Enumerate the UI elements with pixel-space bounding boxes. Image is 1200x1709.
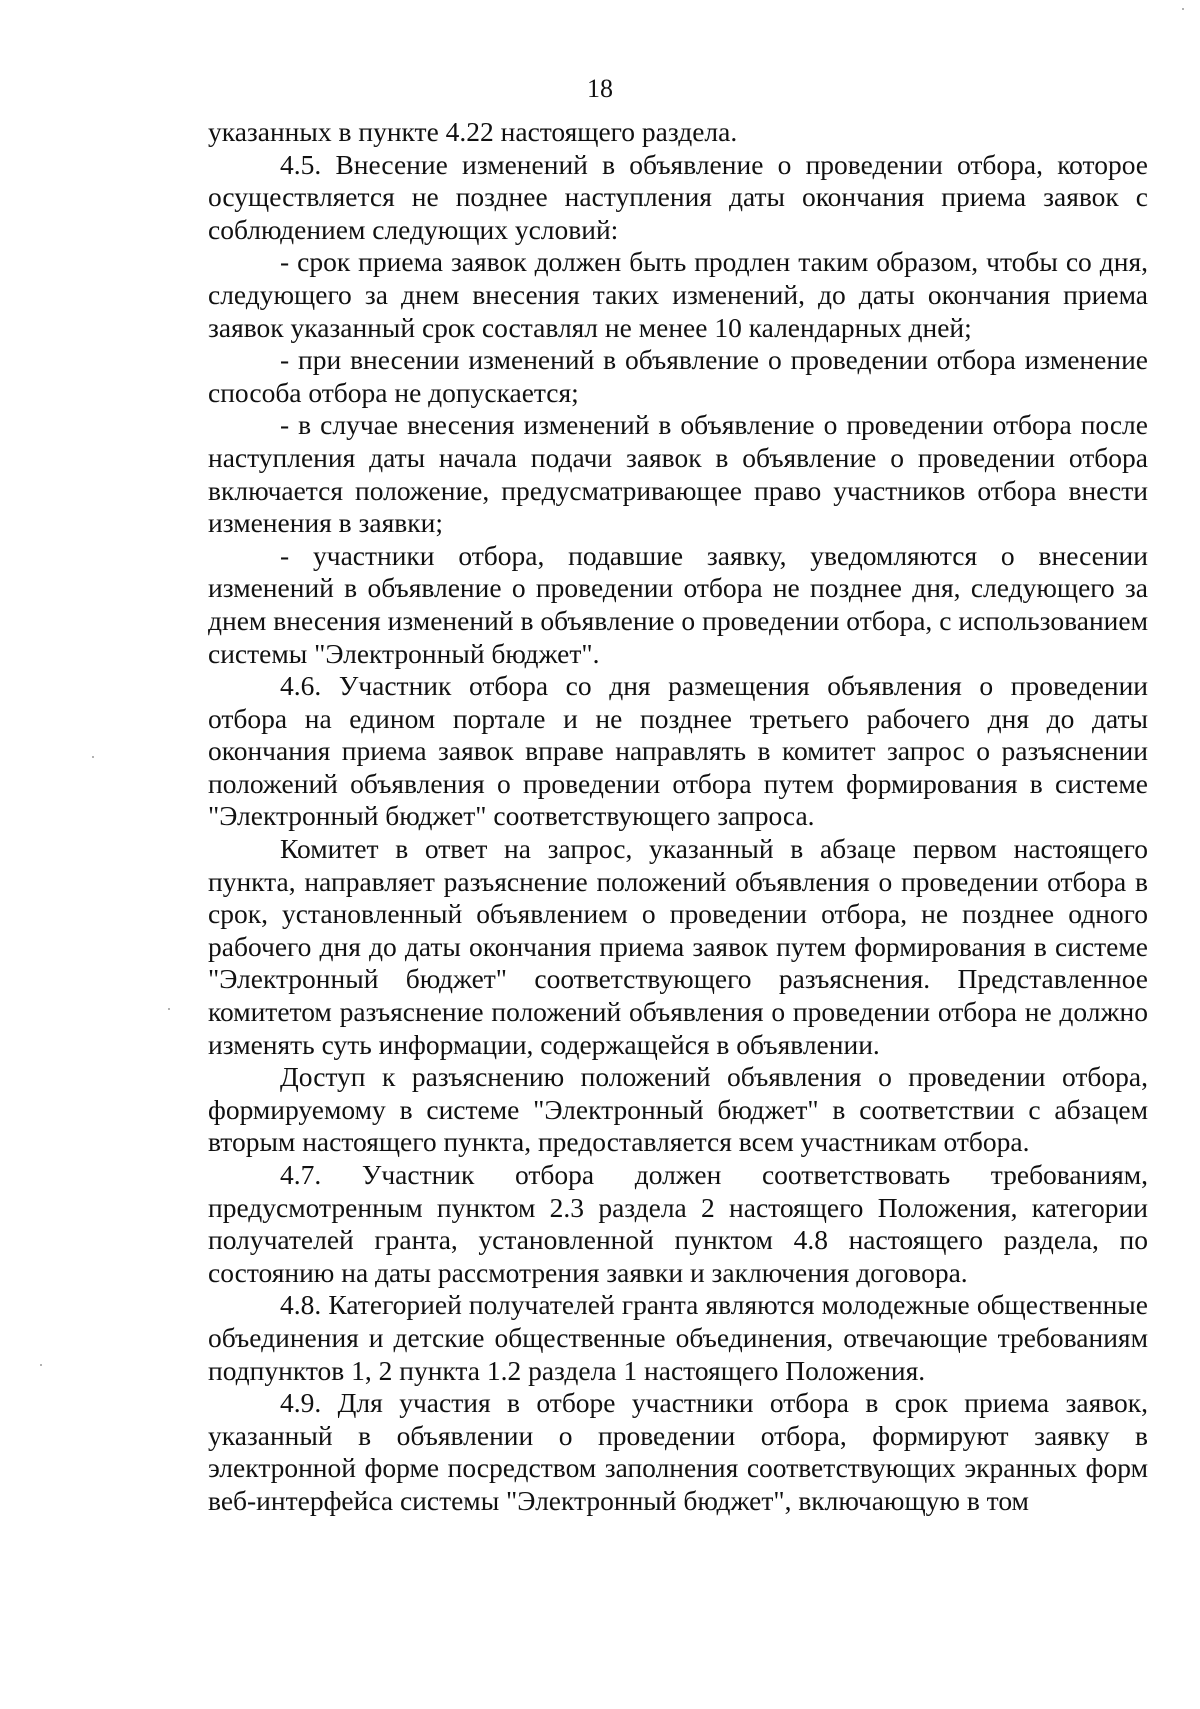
document-body <box>208 116 1148 1518</box>
list-item-condition-3: - в случае внесения изменений в объявление о проведении отбора после наступления даты начала подачи заявок в объявление о проведении отбора включается положение, предусматривающее право участников отбора внести изменения в заявки; <box>208 409 1148 539</box>
paragraph-4-7: 4.7. Участник отбора должен соответствовать требованиям, предусмотренным пунктом 2.3 раздела 2 настоящего Положения, категории получателей гранта, установленной пунктом 4.8 настоящего раздела, по состоянию на даты рассмотрения заявки и заключения договора. <box>208 1159 1148 1288</box>
paragraph-4-6-access: Доступ к разъяснению положений объявления о проведении отбора, формируемому в системе "Электронный бюджет" в соответствии с абзацем вторым настоящего пункта, предоставляется всем участникам отбора. <box>208 1061 1148 1158</box>
scan-speck <box>168 1008 170 1010</box>
scan-speck <box>92 756 94 758</box>
scan-speck <box>1182 8 1184 10</box>
list-item-condition-1: - срок приема заявок должен быть продлен таким образом, чтобы со дня, следующего за днем внесения таких изменений, до даты окончания приема заявок указанный срок составлял не менее 10 календарных дней; <box>208 246 1148 343</box>
paragraph-4-5: 4.5. Внесение изменений в объявление о проведении отбора, которое осуществляется не позднее наступления даты окончания приема заявок с соблюдением следующих условий: <box>208 148 1148 245</box>
paragraph-4-8: 4.8. Категорией получателей гранта являются молодежные общественные объединения и детские общественные объединения, отвечающие требованиям подпунктов 1, 2 пункта 1.2 раздела 1 настоящего Положения. <box>208 1289 1148 1386</box>
paragraph-4-9: 4.9. Для участия в отборе участники отбора в срок приема заявок, указанный в объявлении о проведении отбора, формируют заявку в электронной форме посредством заполнения соответствующих экранных форм веб-интерфейса системы "Электронный бюджет", включающую в том <box>208 1387 1148 1516</box>
page-number: 18 <box>587 74 613 103</box>
paragraph-4-6: 4.6. Участник отбора со дня размещения объявления о проведении отбора на едином портале и не позднее третьего рабочего дня до даты окончания приема заявок вправе направлять в комитет запрос о разъяснении положений объявления о проведении отбора путем формирования в системе "Электронный бюджет" соответствующего запроса. <box>208 670 1148 832</box>
paragraph-continuation: указанных в пункте 4.22 настоящего раздела. <box>208 116 738 147</box>
scan-speck <box>40 1364 42 1366</box>
list-item-condition-4: - участники отбора, подавшие заявку, уведомляются о внесении изменений в объявление о проведении отбора не позднее дня, следующего за днем внесения изменений в объявление о проведении отбора, с использованием системы "Электронный бюджет". <box>208 539 1148 669</box>
list-item-condition-2: - при внесении изменений в объявление о проведении отбора изменение способа отбора не допускается; <box>208 344 1148 408</box>
paragraph-4-6-response: Комитет в ответ на запрос, указанный в абзаце первом настоящего пункта, направляет разъяснение положений объявления о проведении отбора в срок, установленный объявлением о проведении отбора, не позднее одного рабочего дня до даты окончания приема заявок путем формирования в системе "Электронный бюджет" соответствующего разъяснения. Представленное комитетом разъяснение положений объявления о проведении отбора не должно изменять суть информации, содержащейся в объявлении. <box>208 833 1148 1060</box>
